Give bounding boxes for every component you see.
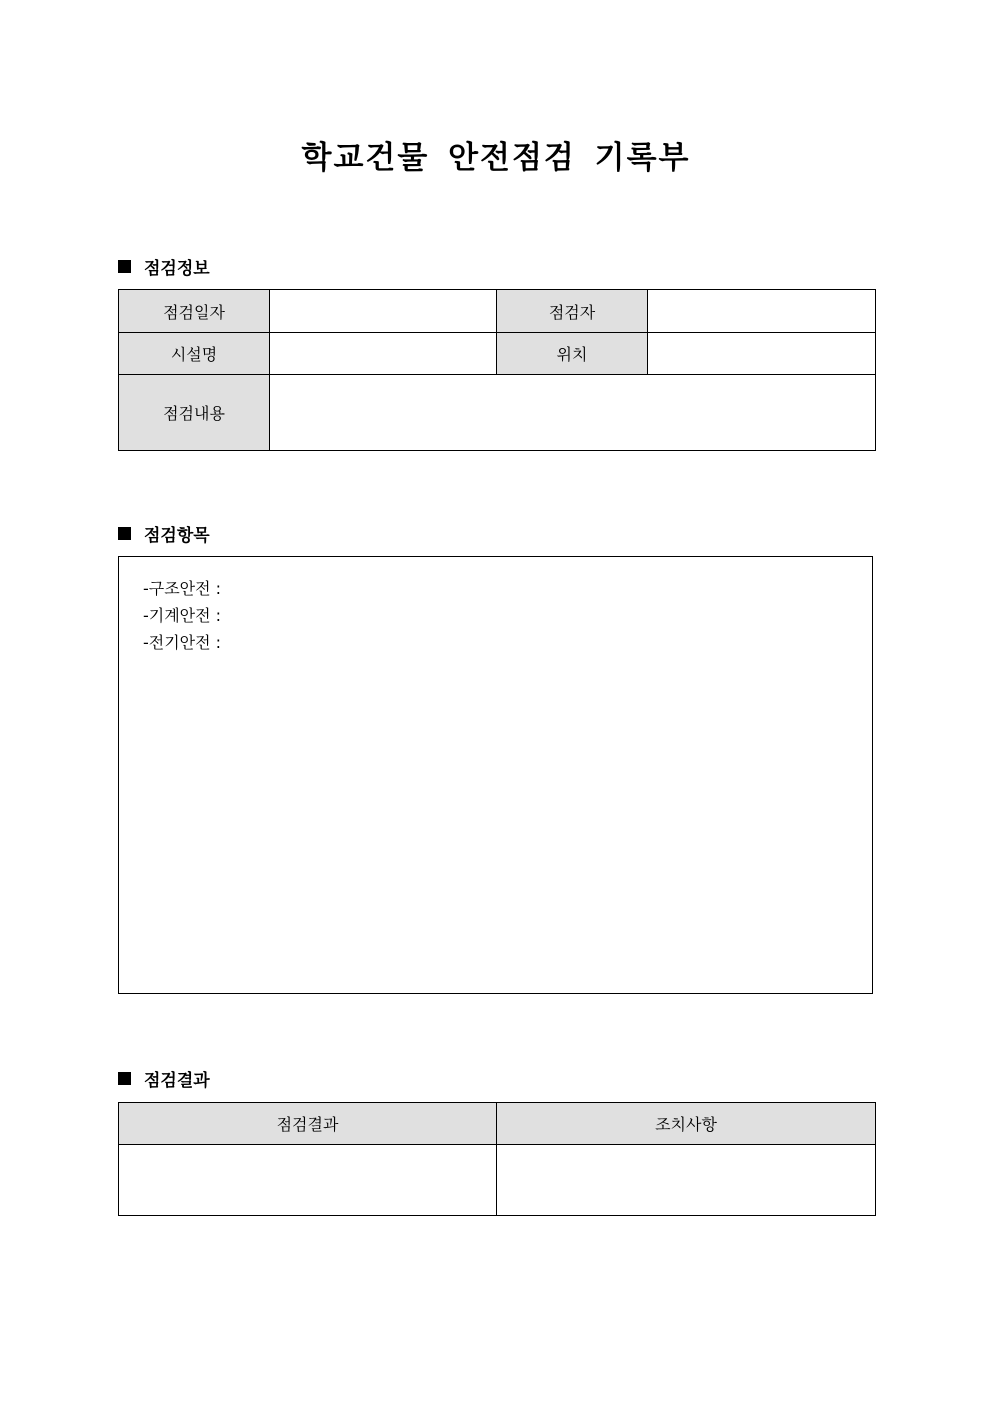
content-label: 점검내용 [119,375,270,451]
date-label: 점검일자 [119,290,270,333]
items-box[interactable] [118,556,873,994]
result-label: 점검결과 [119,1103,497,1145]
date-field[interactable] [270,290,497,333]
page-title: 학교건물 안전점검 기록부 [301,140,691,176]
square-bullet-icon [118,527,131,540]
item-line-mechanical: -기계안전 : [143,606,222,625]
section-heading-result [118,1066,210,1091]
section-heading-result-text: 점검결과 [144,1071,210,1091]
section-heading-info-text: 점검정보 [144,259,210,279]
location-label: 위치 [497,333,648,375]
info-table [118,289,876,451]
item-line-structural: -구조안전 : [143,579,222,598]
item-line-electrical: -전기안전 : [143,633,222,652]
action-field[interactable] [497,1145,876,1216]
square-bullet-icon [118,1072,131,1085]
result-field[interactable] [119,1145,497,1216]
facility-label: 시설명 [119,333,270,375]
section-heading-items [118,521,210,546]
section-heading-info [118,254,210,279]
inspector-field[interactable] [648,290,876,333]
result-table [118,1102,876,1216]
square-bullet-icon [118,260,131,273]
content-field[interactable] [270,375,876,451]
action-label: 조치사항 [497,1103,876,1145]
location-field[interactable] [648,333,876,375]
facility-field[interactable] [270,333,497,375]
section-heading-items-text: 점검항목 [144,526,210,546]
inspector-label: 점검자 [497,290,648,333]
